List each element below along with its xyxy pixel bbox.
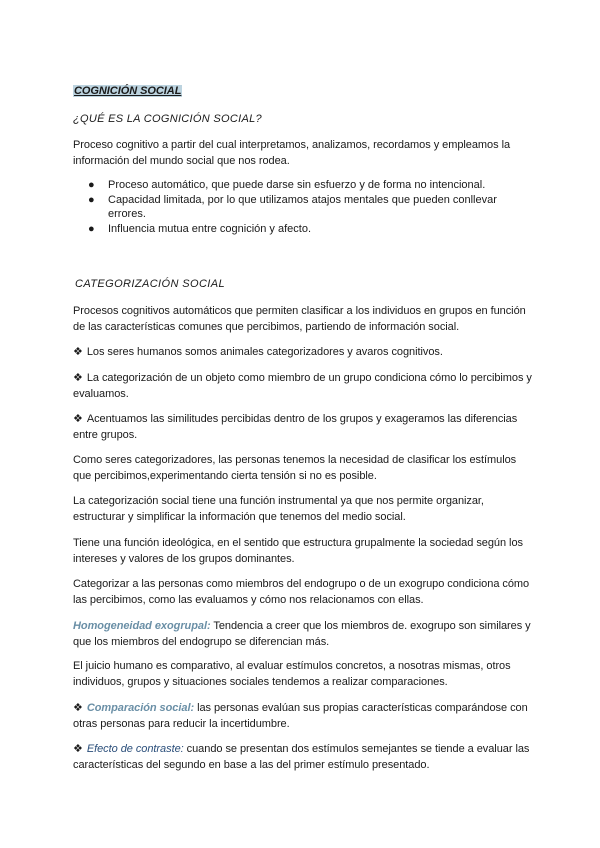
definition-text: cuando se presentan dos estímulos semejantes se tiende a evaluar las características del segundo en base a las del primer estímulo presentado. xyxy=(73,743,530,771)
diamond-icon: ❖ xyxy=(73,743,83,755)
bullet-icon: ● xyxy=(88,179,95,191)
paragraph: El juicio humano es comparativo, al evaluar estímulos concretos, a nosotras mismas, otros individuos, grupos y situaciones sociales tendemos a realizar comparaciones. xyxy=(73,660,511,688)
intro-paragraph: Proceso cognitivo a partir del cual interpretamos, analizamos, recordamos y empleamos la información del mundo social que nos rodea. xyxy=(73,139,511,167)
list-item-text: Capacidad limitada, por lo que utilizamos atajos mentales que pueden conllevar errores. xyxy=(108,193,497,220)
definition-text: las personas evalúan sus propias características comparándose con otras personas para reducir la incertidumbre. xyxy=(73,702,528,730)
diamond-item xyxy=(73,370,533,402)
list-item xyxy=(73,222,533,237)
diamond-icon: ❖ xyxy=(73,702,83,714)
list-item xyxy=(73,193,533,222)
diamond-item xyxy=(73,700,533,732)
question-heading: ¿QUÉ ES LA COGNICIÓN SOCIAL? xyxy=(73,113,262,125)
paragraph: Categorizar a las personas como miembros del endogrupo o de un exogrupo condiciona cómo las percibimos, como las evaluamos y cómo nos relacionamos con ellas. xyxy=(73,578,530,606)
list-item-text: Influencia mutua entre cognición y afecto. xyxy=(108,222,312,235)
paragraph: La categorización social tiene una función instrumental ya que nos permite organizar, estructurar y simplificar la información que tenemos del medio social. xyxy=(73,495,484,523)
definition-paragraph xyxy=(73,618,533,650)
bullet-icon: ● xyxy=(88,193,95,206)
term-label: Efecto de contraste: xyxy=(86,743,184,755)
bullet-icon: ● xyxy=(88,222,95,235)
definition-text: Tendencia a creer que los miembros de. exogrupo son similares y que los miembros del endogrupo se diferencian más. xyxy=(73,620,531,648)
diamond-icon: ❖ xyxy=(73,413,83,425)
diamond-item xyxy=(73,411,533,443)
diamond-item-text: La categorización de un objeto como miembro de un grupo condiciona cómo lo percibimos y evaluamos. xyxy=(73,372,532,400)
diamond-item xyxy=(73,344,533,360)
list-item-text: Proceso automático, que puede darse sin esfuerzo y de forma no intencional. xyxy=(108,179,486,191)
diamond-icon: ❖ xyxy=(73,346,83,358)
term-label: Comparación social: xyxy=(86,702,195,714)
page-title xyxy=(73,83,533,99)
title-text: COGNICIÓN SOCIAL xyxy=(74,85,182,97)
diamond-item-text: Acentuamos las similitudes percibidas dentro de los grupos y exageramos las diferencias entre grupos. xyxy=(73,413,518,441)
section-intro-paragraph: Procesos cognitivos automáticos que permiten clasificar a los individuos en grupos en función de las características comunes que percibimos, partiendo de información social. xyxy=(73,305,526,333)
paragraph: Como seres categorizadores, las personas tenemos la necesidad de clasificar los estímulos que percibimos,experimentando cierta tensión si no es posible. xyxy=(73,454,517,482)
paragraph: Tiene una función ideológica, en el sentido que estructura grupalmente la sociedad según los intereses y valores de los grupos dominantes. xyxy=(73,537,523,565)
list-item xyxy=(73,178,533,193)
term-label: Homogeneidad exogrupal: xyxy=(73,620,211,632)
bullet-list xyxy=(73,178,533,236)
diamond-item-text: Los seres humanos somos animales categorizadores y avaros cognitivos. xyxy=(86,346,443,358)
diamond-item xyxy=(73,741,533,773)
section-heading: CATEGORIZACIÓN SOCIAL xyxy=(75,278,225,290)
diamond-icon: ❖ xyxy=(73,372,83,384)
